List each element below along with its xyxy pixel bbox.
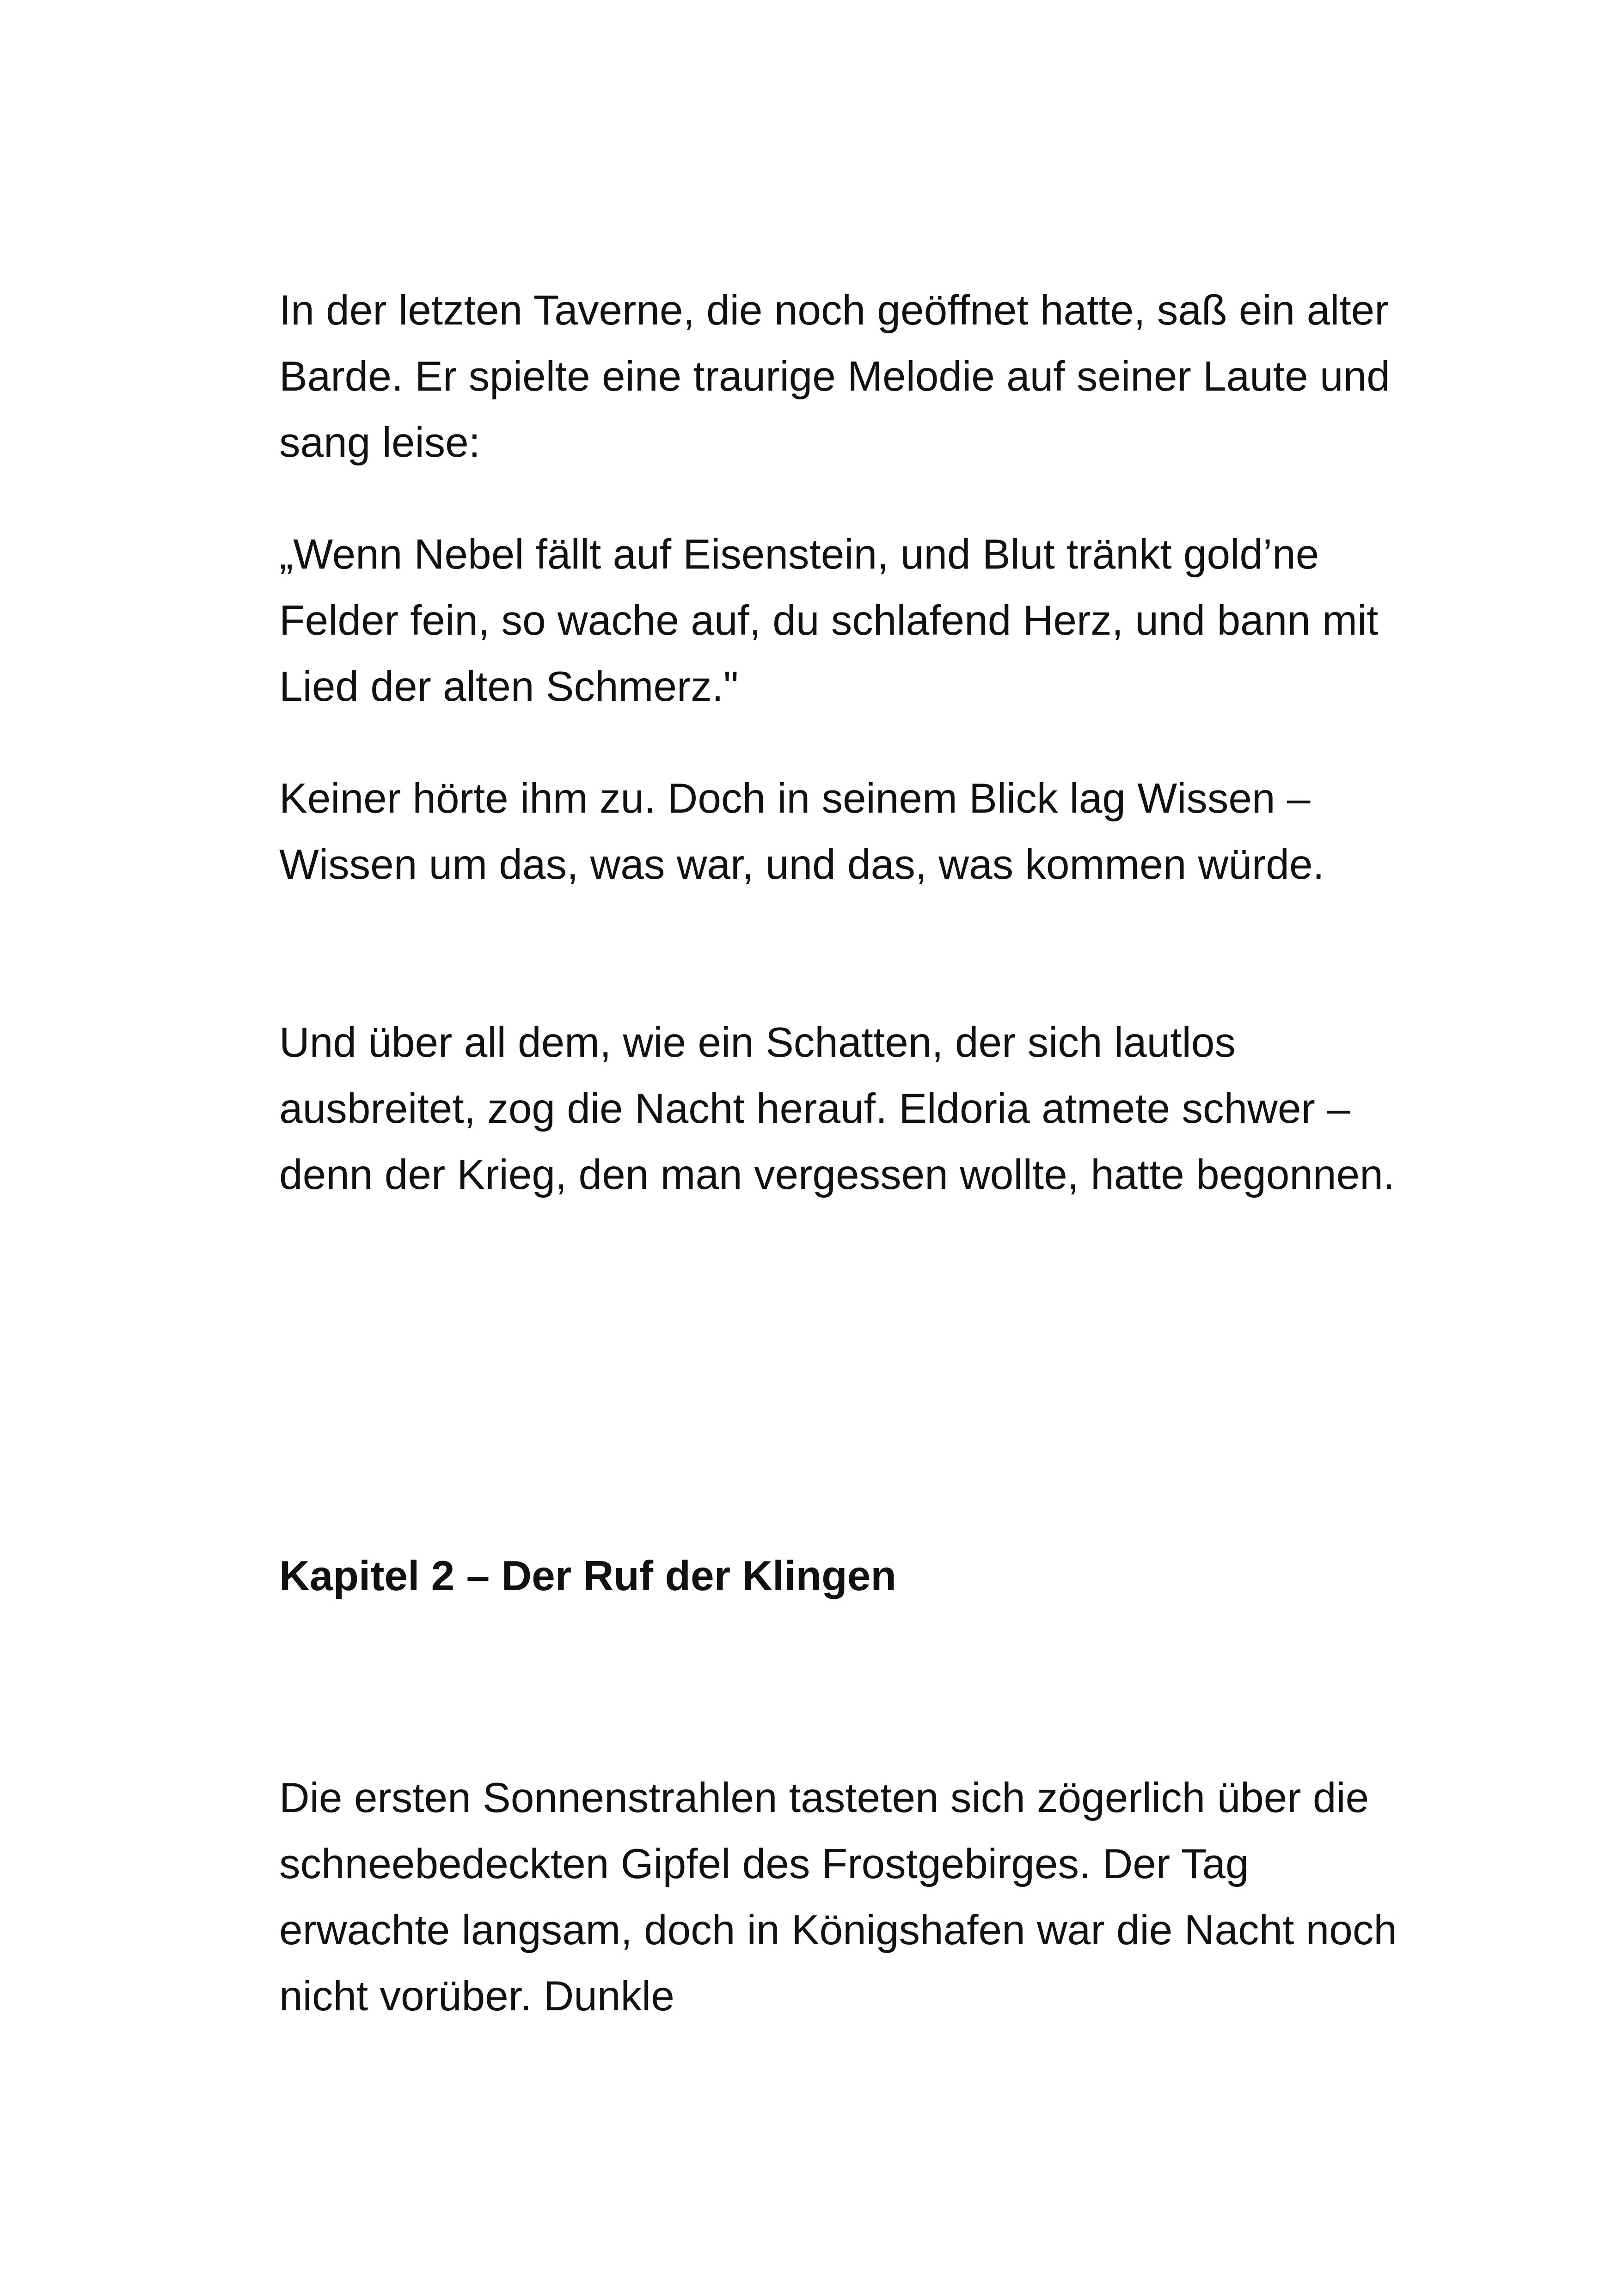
paragraph-no-one-listened: Keiner hörte ihm zu. Doch in seinem Blick lag Wissen – Wissen um das, was war, und das, was kommen würde. xyxy=(279,775,1324,888)
paragraph-bard-song: „Wenn Nebel fällt auf Eisenstein, und Blut tränkt gold’ne Felder fein, so wache auf, du schlafend Herz, und bann mit Lied der alten Schmerz." xyxy=(279,531,1379,710)
paragraph-chapter-opening: Die ersten Sonnenstrahlen tasteten sich zögerlich über die schneebedeckten Gipfel des Frostgebirges. Der Tag erwachte langsam, doch in Königshafen war die Nacht noch nicht vorüber. Dunkle xyxy=(279,1775,1397,2020)
paragraph-tavern-bard: In der letzten Taverne, die noch geöffnet hatte, saß ein alter Barde. Er spielte eine traurige Melodie auf seiner Laute und sang leise: xyxy=(279,287,1390,466)
chapter-heading: Kapitel 2 – Der Ruf der Klingen xyxy=(279,1553,896,1599)
paragraph-night-falls: Und über all dem, wie ein Schatten, der sich lautlos ausbreitet, zog die Nacht herauf. Eldoria atmete schwer – denn der Krieg, den man vergessen wollte, hatte begonnen. xyxy=(279,1019,1395,1198)
